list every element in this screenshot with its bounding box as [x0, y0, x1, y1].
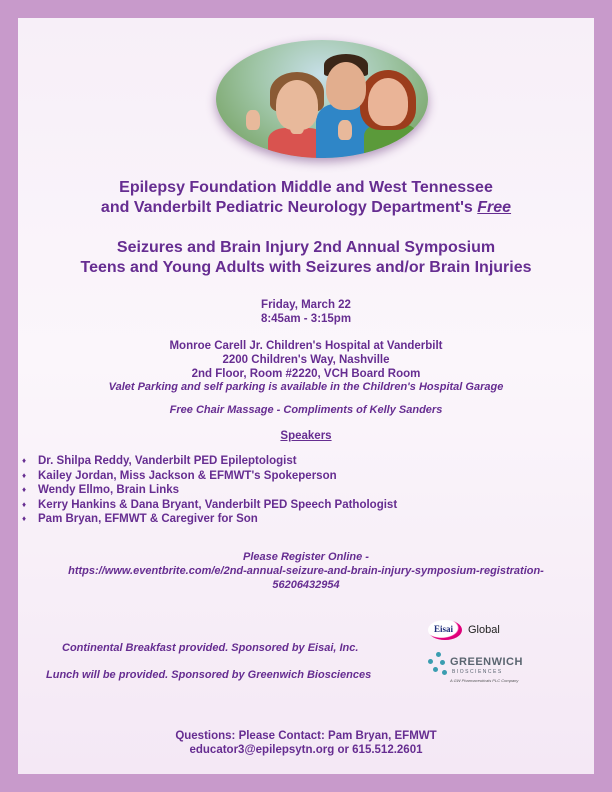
- register-label: Please Register Online -: [243, 551, 369, 563]
- speakers-heading-text: Speakers: [280, 430, 332, 442]
- teens-thumbs-up-photo: [216, 40, 428, 158]
- speaker-name: Dr. Shilpa Reddy, Vanderbilt PED Epileptologist: [38, 455, 297, 467]
- list-item: [22, 512, 397, 527]
- eisai-global-text: Global: [468, 624, 500, 636]
- massage-note: Free Chair Massage - Compliments of Kelly Sanders: [169, 404, 443, 416]
- event-time: 8:45am - 3:15pm: [260, 313, 352, 325]
- face-shape: [368, 78, 408, 126]
- greenwich-subtitle: BIOSCIENCES: [452, 669, 503, 675]
- speaker-name: Wendy Ellmo, Brain Links: [38, 484, 180, 496]
- flyer-page: [18, 18, 594, 774]
- greenwich-name: GREENWICH: [450, 656, 523, 668]
- org-line-1: Epilepsy Foundation Middle and West Tennessee: [119, 179, 493, 196]
- greenwich-dots-icon: [428, 652, 448, 678]
- diamond-bullet-icon: ♦: [22, 514, 27, 523]
- org-line-2-prefix: and Vanderbilt Pediatric Neurology Department's: [100, 199, 473, 216]
- parking-note: Valet Parking and self parking is available in the Children's Hospital Garage: [108, 381, 504, 393]
- face-shape: [326, 62, 366, 110]
- list-item: [22, 469, 397, 484]
- list-item: [22, 483, 397, 498]
- speaker-name: Kailey Jordan, Miss Jackson & EFMWT's Spokeperson: [38, 469, 337, 482]
- venue-room: 2nd Floor, Room #2220, VCH Board Room: [191, 368, 421, 380]
- register-url-line-1[interactable]: https://www.eventbrite.com/e/2nd-annual-seizure-and-brain-injury-symposium-registration-: [68, 565, 544, 577]
- thumb-up-icon: [290, 114, 304, 134]
- greenwich-logo: [428, 652, 538, 692]
- free-emphasis: Free: [477, 199, 512, 216]
- breakfast-sponsor: Continental Breakfast provided. Sponsored by Eisai, Inc.: [62, 642, 359, 654]
- contact-line-2[interactable]: educator3@epilepsytn.org or 615.512.2601: [189, 744, 423, 756]
- speakers-heading: [18, 429, 594, 443]
- venue-street: 2200 Children's Way, Nashville: [222, 354, 390, 366]
- venue-name: Monroe Carell Jr. Children's Hospital at Vanderbilt: [169, 340, 443, 352]
- contact-line-1: Questions: Please Contact: Pam Bryan, EFMWT: [175, 730, 437, 742]
- speakers-list: [22, 454, 397, 527]
- speaker-name: Pam Bryan, EFMWT & Caregiver for Son: [38, 513, 258, 525]
- diamond-bullet-icon: ♦: [22, 470, 27, 480]
- lunch-sponsor: Lunch will be provided. Sponsored by Greenwich Biosciences: [46, 669, 372, 681]
- greenwich-tagline: A GW Pharmaceuticals PLC Company: [450, 678, 519, 683]
- list-item: [22, 454, 397, 469]
- eisai-logo-text: Eisai: [434, 624, 454, 634]
- speaker-name: Kerry Hankins & Dana Bryant, Vanderbilt PED Speech Pathologist: [38, 498, 398, 511]
- event-date: Friday, March 22: [261, 299, 351, 311]
- diamond-bullet-icon: ♦: [22, 485, 27, 494]
- thumb-up-icon: [246, 110, 260, 130]
- eisai-logo: [428, 620, 528, 640]
- symposium-subtitle: Teens and Young Adults with Seizures and/or Brain Injuries: [80, 259, 532, 276]
- diamond-bullet-icon: ♦: [22, 499, 27, 509]
- org-line-2: [18, 198, 594, 218]
- list-item: [22, 498, 397, 513]
- register-url-line-2[interactable]: 56206432954: [272, 579, 340, 591]
- thumb-up-icon: [338, 120, 352, 140]
- diamond-bullet-icon: ♦: [22, 456, 27, 465]
- symposium-title: Seizures and Brain Injury 2nd Annual Symposium: [116, 239, 496, 256]
